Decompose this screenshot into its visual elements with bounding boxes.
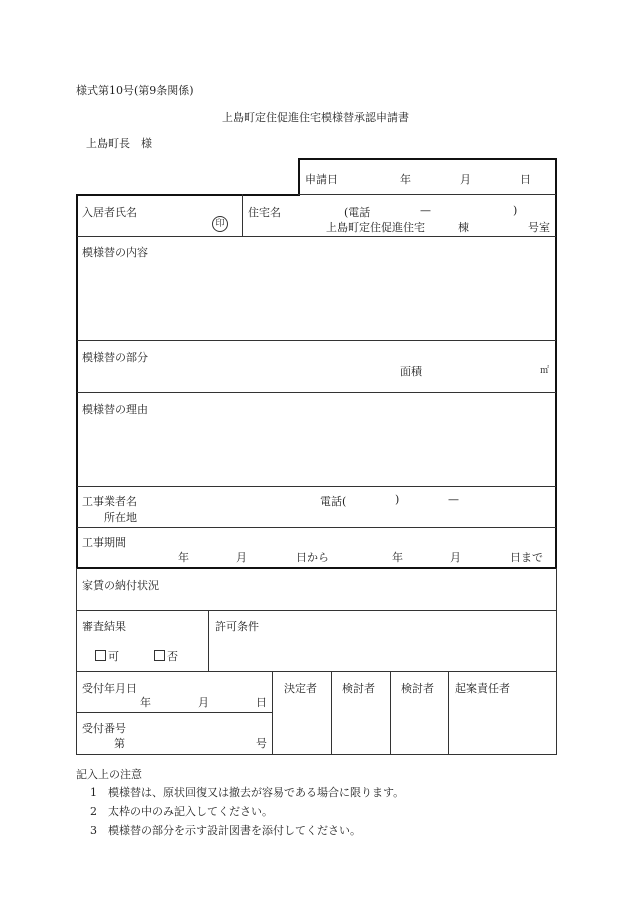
- note-item: [90, 822, 361, 838]
- approval-drafter: 起案責任者: [455, 682, 510, 695]
- receipt-year: 年: [140, 696, 151, 709]
- frame-step-vertical: [298, 158, 300, 196]
- application-date-month: 月: [460, 173, 471, 186]
- application-date-label: 申請日: [305, 173, 338, 186]
- residence-phone-label: (電話: [344, 206, 371, 219]
- contractor-phone-dash: —: [448, 493, 459, 506]
- housing-name: 上島町定住促進住宅: [326, 221, 425, 234]
- frame-top-right: [298, 158, 557, 160]
- period-from: 日から: [296, 551, 329, 564]
- receipt-number-suffix: 号: [256, 737, 267, 750]
- contractor-phone-label: 電話(: [320, 495, 347, 508]
- deny-checkbox[interactable]: [154, 648, 178, 664]
- note-text: 模様替の部分を示す設計図書を添付してください。: [108, 824, 361, 837]
- building-label: 棟: [458, 221, 469, 234]
- note-text: 太枠の中のみ記入してください。: [108, 805, 273, 818]
- review-result-label: 審査結果: [82, 620, 126, 633]
- note-number: 3: [90, 824, 97, 837]
- form-number: 様式第10号(第9条関係): [76, 84, 194, 97]
- period-until: 日まで: [510, 551, 543, 564]
- receipt-number-label: 受付番号: [82, 722, 126, 735]
- room-label: 号室: [528, 221, 550, 234]
- receipt-day: 日: [256, 696, 267, 709]
- contractor-location-label: 所在地: [104, 511, 137, 524]
- note-number: 2: [90, 805, 97, 818]
- notes-heading: 記入上の注意: [76, 768, 142, 781]
- approval-decider: 決定者: [284, 682, 317, 695]
- seal-mark: [212, 216, 228, 232]
- checkbox-icon: [95, 650, 106, 661]
- approve-checkbox[interactable]: [95, 648, 119, 664]
- contractor-phone-close: ): [395, 493, 400, 506]
- frame-right: [555, 158, 557, 569]
- period-month2: 月: [450, 551, 461, 564]
- approve-label: 可: [108, 650, 119, 663]
- receipt-date-label: 受付年月日: [82, 682, 137, 695]
- period-year2: 年: [392, 551, 403, 564]
- application-date-day: 日: [520, 173, 531, 186]
- part-label: 模様替の部分: [82, 351, 148, 364]
- frame-bottom: [76, 567, 557, 569]
- period-year1: 年: [178, 551, 189, 564]
- residence-label: 住宅名: [248, 206, 281, 219]
- deny-label: 否: [167, 650, 178, 663]
- approval-reviewer-1: 検討者: [342, 682, 375, 695]
- period-label: 工事期間: [82, 536, 126, 549]
- receipt-number-prefix: 第: [114, 737, 125, 750]
- rent-status-label: 家賃の納付状況: [82, 579, 159, 592]
- note-item: [90, 803, 273, 819]
- reason-label: 模様替の理由: [82, 403, 148, 416]
- addressee: 上島町長 様: [86, 137, 152, 150]
- checkbox-icon: [154, 650, 165, 661]
- area-label: 面積: [400, 365, 422, 378]
- area-unit: ㎡: [540, 366, 550, 376]
- frame-top-left: [76, 194, 300, 196]
- application-date-year: 年: [400, 173, 411, 186]
- conditions-label: 許可条件: [215, 620, 259, 633]
- seal-icon: 印: [212, 216, 228, 232]
- frame-left: [76, 194, 78, 569]
- content-label: 模様替の内容: [82, 246, 148, 259]
- note-text: 模様替は、原状回復又は撤去が容易である場合に限ります。: [108, 786, 405, 799]
- residence-phone-close: ): [513, 204, 518, 217]
- page-title: 上島町定住促進住宅模様替承認申請書: [222, 111, 409, 124]
- note-item: [90, 784, 404, 800]
- contractor-name-label: 工事業者名: [82, 495, 137, 508]
- period-month1: 月: [236, 551, 247, 564]
- resident-name-label: 入居者氏名: [82, 206, 137, 219]
- approval-reviewer-2: 検討者: [401, 682, 434, 695]
- receipt-month: 月: [198, 696, 209, 709]
- residence-phone-dash: —: [420, 204, 431, 217]
- note-number: 1: [90, 786, 97, 799]
